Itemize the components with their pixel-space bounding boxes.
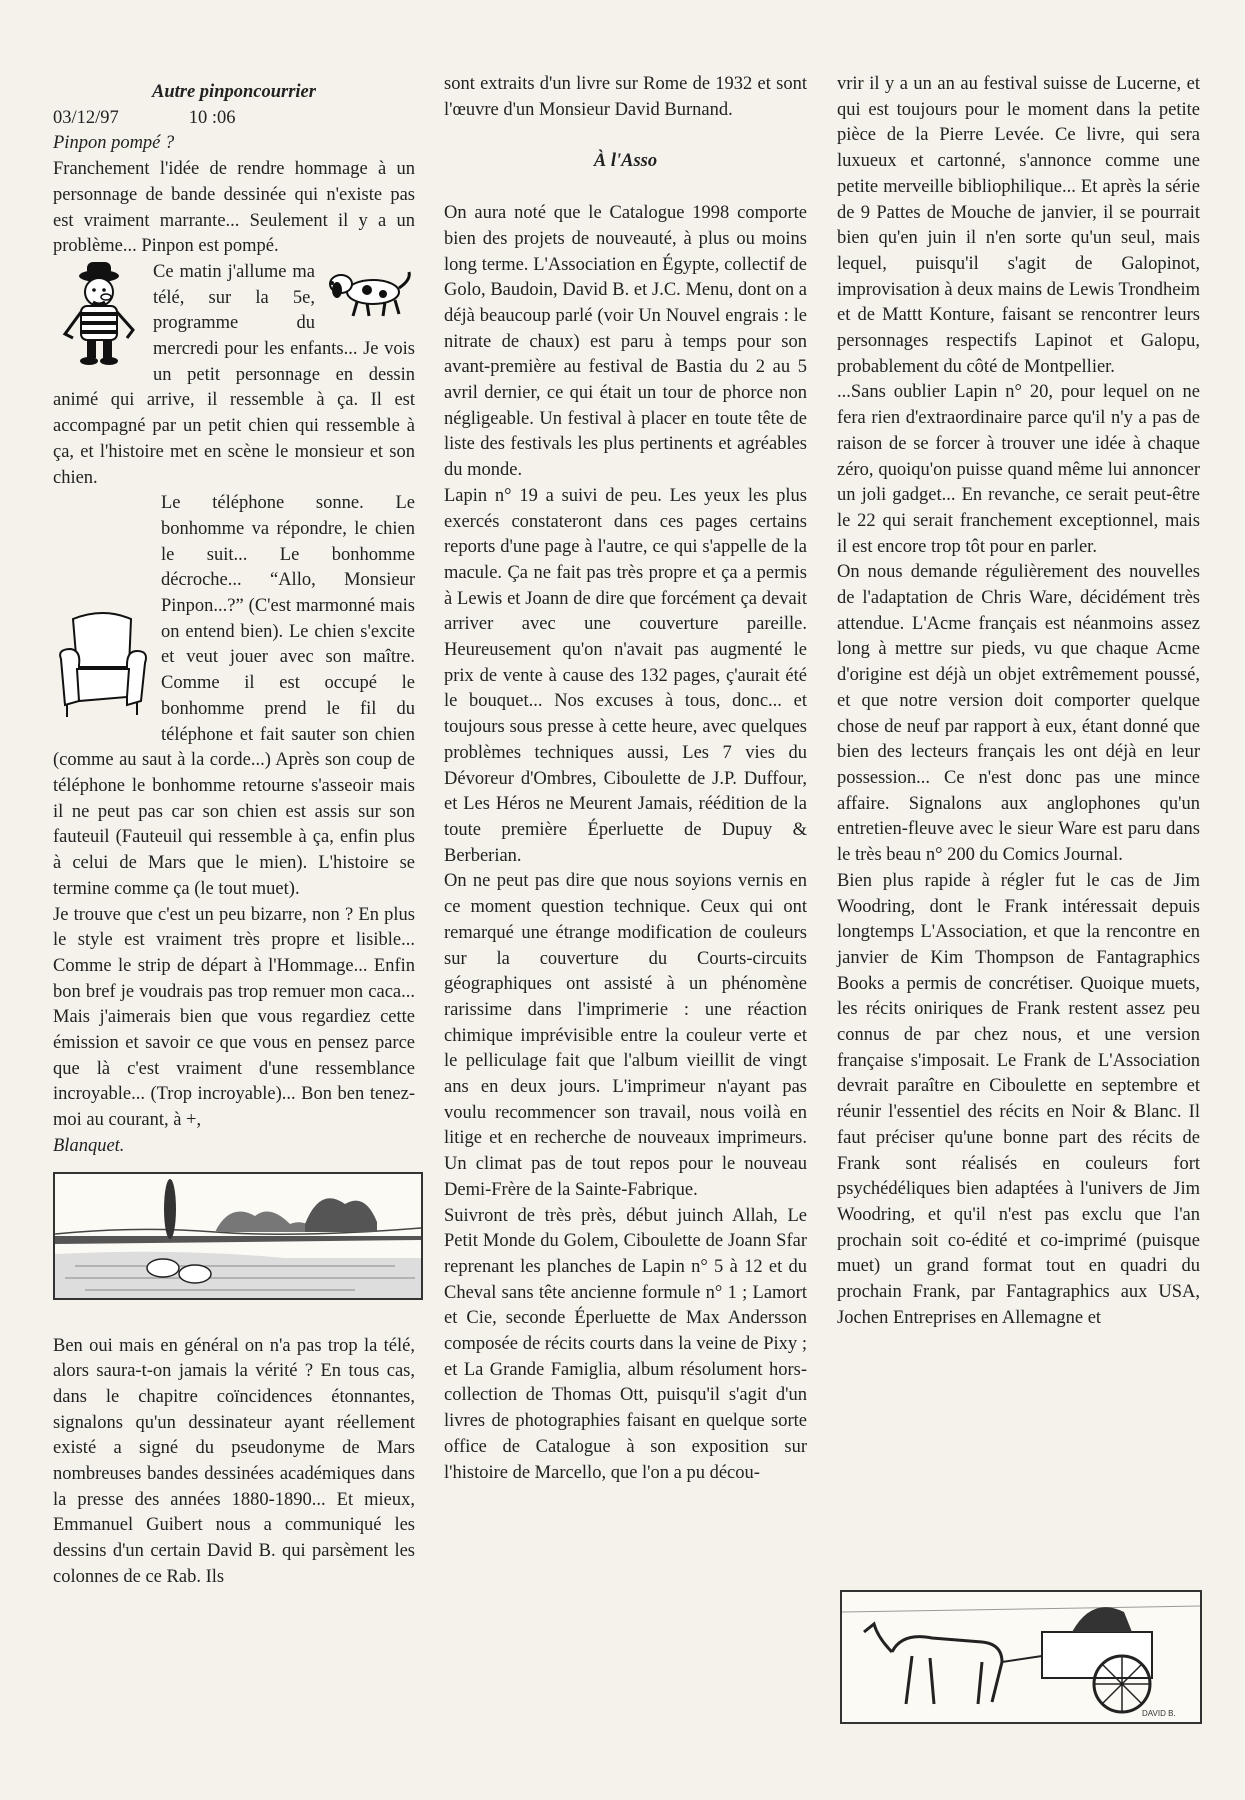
signature: Blanquet.	[53, 1135, 125, 1156]
section-heading: À l'Asso	[593, 151, 658, 172]
paragraph: vrir il y a un an au festival suisse de Lucerne, et qui est toujours pour le moment dans la petite pièce de la Pierre Levée. Ce livre, qui sera luxueux et cartonné, s'annonce comme une petite merveille bibliophilique... Et après la série de 9 Pattes de Mouche de janvier, il se pourrait bien qu'en juin il n'en sorte qu'un seul, mais lequel, puisqu'il s'agit de Galopinot, improvisation à deux mains de Lewis Trondheim et de Mattt Konture, faisant se rencontrer leurs personnages respectifs Lapinot et Galopu, probablement du côté de Montpellier.	[837, 74, 1200, 377]
paragraph: Ben oui mais en général on n'a pas trop la télé, alors saura-t-on jamais la vérité ? En tous cas, dans le chapitre coïncidences étonnantes, signalons qu'un dessinateur ayant réellement existé a signé du pseudonyme de Mars nombreuses bandes dessinées académiques dans la presse des années 1880-1890... Et mieux, Emmanuel Guibert nous a communiqué les dessins d'un certain David B. qui parsèment les colonnes de ce Rab. Ils	[53, 1335, 415, 1587]
column-1	[53, 80, 415, 1591]
paragraph: Bien plus rapide à régler fut le cas de Jim Woodring, dont le Frank intéressait depuis longtemps L'Association, et que la rencontre en janvier de Kim Thompson de Fantagraphics Books a permis de concrétiser. Quoique muets, les récits oniriques de Frank restent assez peu connus de par chez nous, et une version française s'imposait. Le Frank de L'Association devrait paraître en Ciboulette en septembre et réunir l'essentiel des récits en Noir & Blanc. Il faut préciser qu'une bonne part des récits de Frank sont réalisés en couleurs fort psychédéliques bien adaptées à l'univers de Jim Woodring, et qu'il n'est pas exclu que l'an prochain soit co-édité et co-imprimé (puisque muet) un grand format tout en quadri du prochain Frank, par Fantagraphics aux USA, Jochen Entreprises en Allemagne et	[837, 870, 1200, 1328]
letter-date: 03/12/97	[53, 107, 119, 128]
paragraph: Je trouve que c'est un peu bizarre, non ? En plus le style est vraiment très propre et lisible... Comme le strip de départ à l'Hommage... Enfin bon bref je voudrais pas trop remuer mon caca... Mais j'aimerais bien que vous regardiez cette émission et savoir ce que vous en pensez parce que là c'est vraiment d'une ressemblance incroyable... (Trop incroyable)... Bon ben tenez-moi au courant, à +,	[53, 904, 415, 1131]
armchair-icon	[53, 609, 153, 734]
paragraph: sont extraits d'un livre sur Rome de 1932 et sont l'œuvre d'un Monsieur David Burnand.	[444, 74, 807, 120]
letter-time: 10 :06	[188, 107, 236, 128]
paragraph: Le téléphone sonne. Le bonhomme va répondre, le chien le suit... Le bonhomme décroche... “Allo, Monsieur Pinpon...?” (C'est marmonné mais on entend bien). Le chien s'excite et veut jouer avec son maître. Comme il est occupé le bonhomme prend le fil du téléphone et fait sauter son chien (comme au saut à la corde...) Après son coup de téléphone le bonhomme retourne s'asseoir mais il ne peut pas car son chien est assis sur son fauteuil (Fauteuil qui ressemble à ça, enfin plus à celui de Mars que le mien). L'histoire se termine comme ça (le tout muet).	[53, 493, 415, 899]
paragraph: Suivront de très près, début juinch Allah, Le Petit Monde du Golem, Ciboulette de Joann Sfar reprenant les planches de Lapin n° 5 à 12 et du Cheval sans tête ancienne formule n° 1 ; Lamort et Cie, seconde Éperluette de Max Andersson composée de récits courts dans la veine de Pixy ; et La Grande Famiglia, album résolument hors-collection de Thomas Ott, puisqu'il s'agit d'un livres de photographies faisant en quelque sorte office de Catalogue à son exposition sur l'histoire de Marcello, que l'on a pu décou-	[444, 1205, 807, 1483]
column-3	[837, 72, 1200, 1331]
paragraph: ...Sans oublier Lapin n° 20, pour lequel on ne fera rien d'extraordinaire parce qu'il n'y a pas de raison de se forcer à trouver une idée à chaque zéro, quoiqu'on puisse quand même lui annoncer un joli gadget... En revanche, ce serait peut-être le 22 qui serait franchement exceptionnel, mais il est encore trop tôt pour en parler.	[837, 382, 1200, 557]
paragraph-text: Ce matin j'allume ma télé, sur la 5e, programme du mercredi pour les enfants... Je vois un petit personnage en dessin animé qui arrive, il ressemble à ça. Il est accompagné par un petit chien qui ressemble à ça, et l'histoire met en scène le monsieur et son chien.	[53, 261, 415, 488]
letter-dateline	[53, 106, 415, 132]
letter-subject: Pinpon pompé ?	[53, 133, 175, 154]
paragraph: On nous demande régulièrement des nouvelles de l'adaptation de Chris Ware, décidément très attendue. L'Acme français est néanmoins assez long à mettre sur pieds, vu que chaque Acme d'origine est déjà un objet extrêmement poussé, et que notre version doit comporter quelque chose de neuf par rapport à eux, étant donné que bien des lecteurs français les ont déjà en leur possession... Ce n'est donc pas une mince affaire. Signalons aux anglophones qu'un entretien-fleuve avec le sieur Ware est paru dans le très beau n° 200 du Comics Journal.	[837, 562, 1200, 866]
paragraph: Lapin n° 19 a suivi de peu. Les yeux les plus exercés constateront dans ces pages certains reports d'une page à l'autre, ce qui s'appelle de la macule. Ça ne fait pas très propre et ça a permis à Lewis et Joann de dire que forcément ça devait arriver avec une couverture pareille. Heureusement qu'on n'avait pas augmenté le prix de vente à cause des 132 pages, ç'aurait été le bouquet... Nos excuses à tous, donc... et toujours sous presse à cette heure, avec quelques problèmes techniques aussi, Les 7 vies du Dévoreur d'Ombres, Ciboulette de J.P. Duffour, et Les Héros ne Meurent Jamais, réédition de la toute première Éperluette de Dupuy & Berberian.	[444, 485, 807, 866]
column-2	[444, 72, 807, 1486]
paragraph: On aura noté que le Catalogue 1998 comporte bien des projets de nouveauté, à plus ou moins long terme. L'Association en Égypte, collectif de Golo, Baudoin, David B. et J.C. Menu, dont on a déjà beaucoup parlé (voir Un Nouvel engrais : le nitrate de chaux) est paru à temps pour son avant-première au festival de Bastia du 2 au 5 avril dernier, ce qui était un tour de phorce non négligeable. Un festival à placer en toute tête de liste des festivals les plus pertinents et agréables du monde.	[444, 203, 807, 481]
section-heading: Autre pinponcourrier	[152, 82, 316, 102]
horse-cart-illustration	[840, 1590, 1202, 1724]
spacer	[53, 1300, 415, 1334]
cartoon-dog-icon	[323, 266, 415, 331]
paragraph: On ne peut pas dire que nous soyions vernis en ce moment question technique. Ceux qui ont remarqué une étrange modification de couleurs sur la couverture du Courts-circuits géographiques ont assisté à un phénomène rarissime dans l'imprimerie : une réaction chimique imprévisible entre la couleur verte et le pelliculage fait que l'album vieillit de vingt ans en deux jours. L'imprimeur n'ayant pas voulu recommencer son travail, nous voilà en litige et en recherche de nouveaux imprimeurs. Un climat pas de tout repos pour le nouveau Demi-Frère de la Sainte-Fabrique.	[444, 871, 807, 1200]
cartoon-man-icon	[53, 260, 145, 379]
landscape-illustration	[53, 1172, 423, 1300]
paragraph: Franchement l'idée de rendre hommage à un personnage de bande dessinée qui n'existe pas est vraiment marrante... Seulement il y a un problème... Pinpon est pompé.	[53, 159, 415, 257]
illustration-signature: DAVID B.	[1142, 1709, 1176, 1718]
